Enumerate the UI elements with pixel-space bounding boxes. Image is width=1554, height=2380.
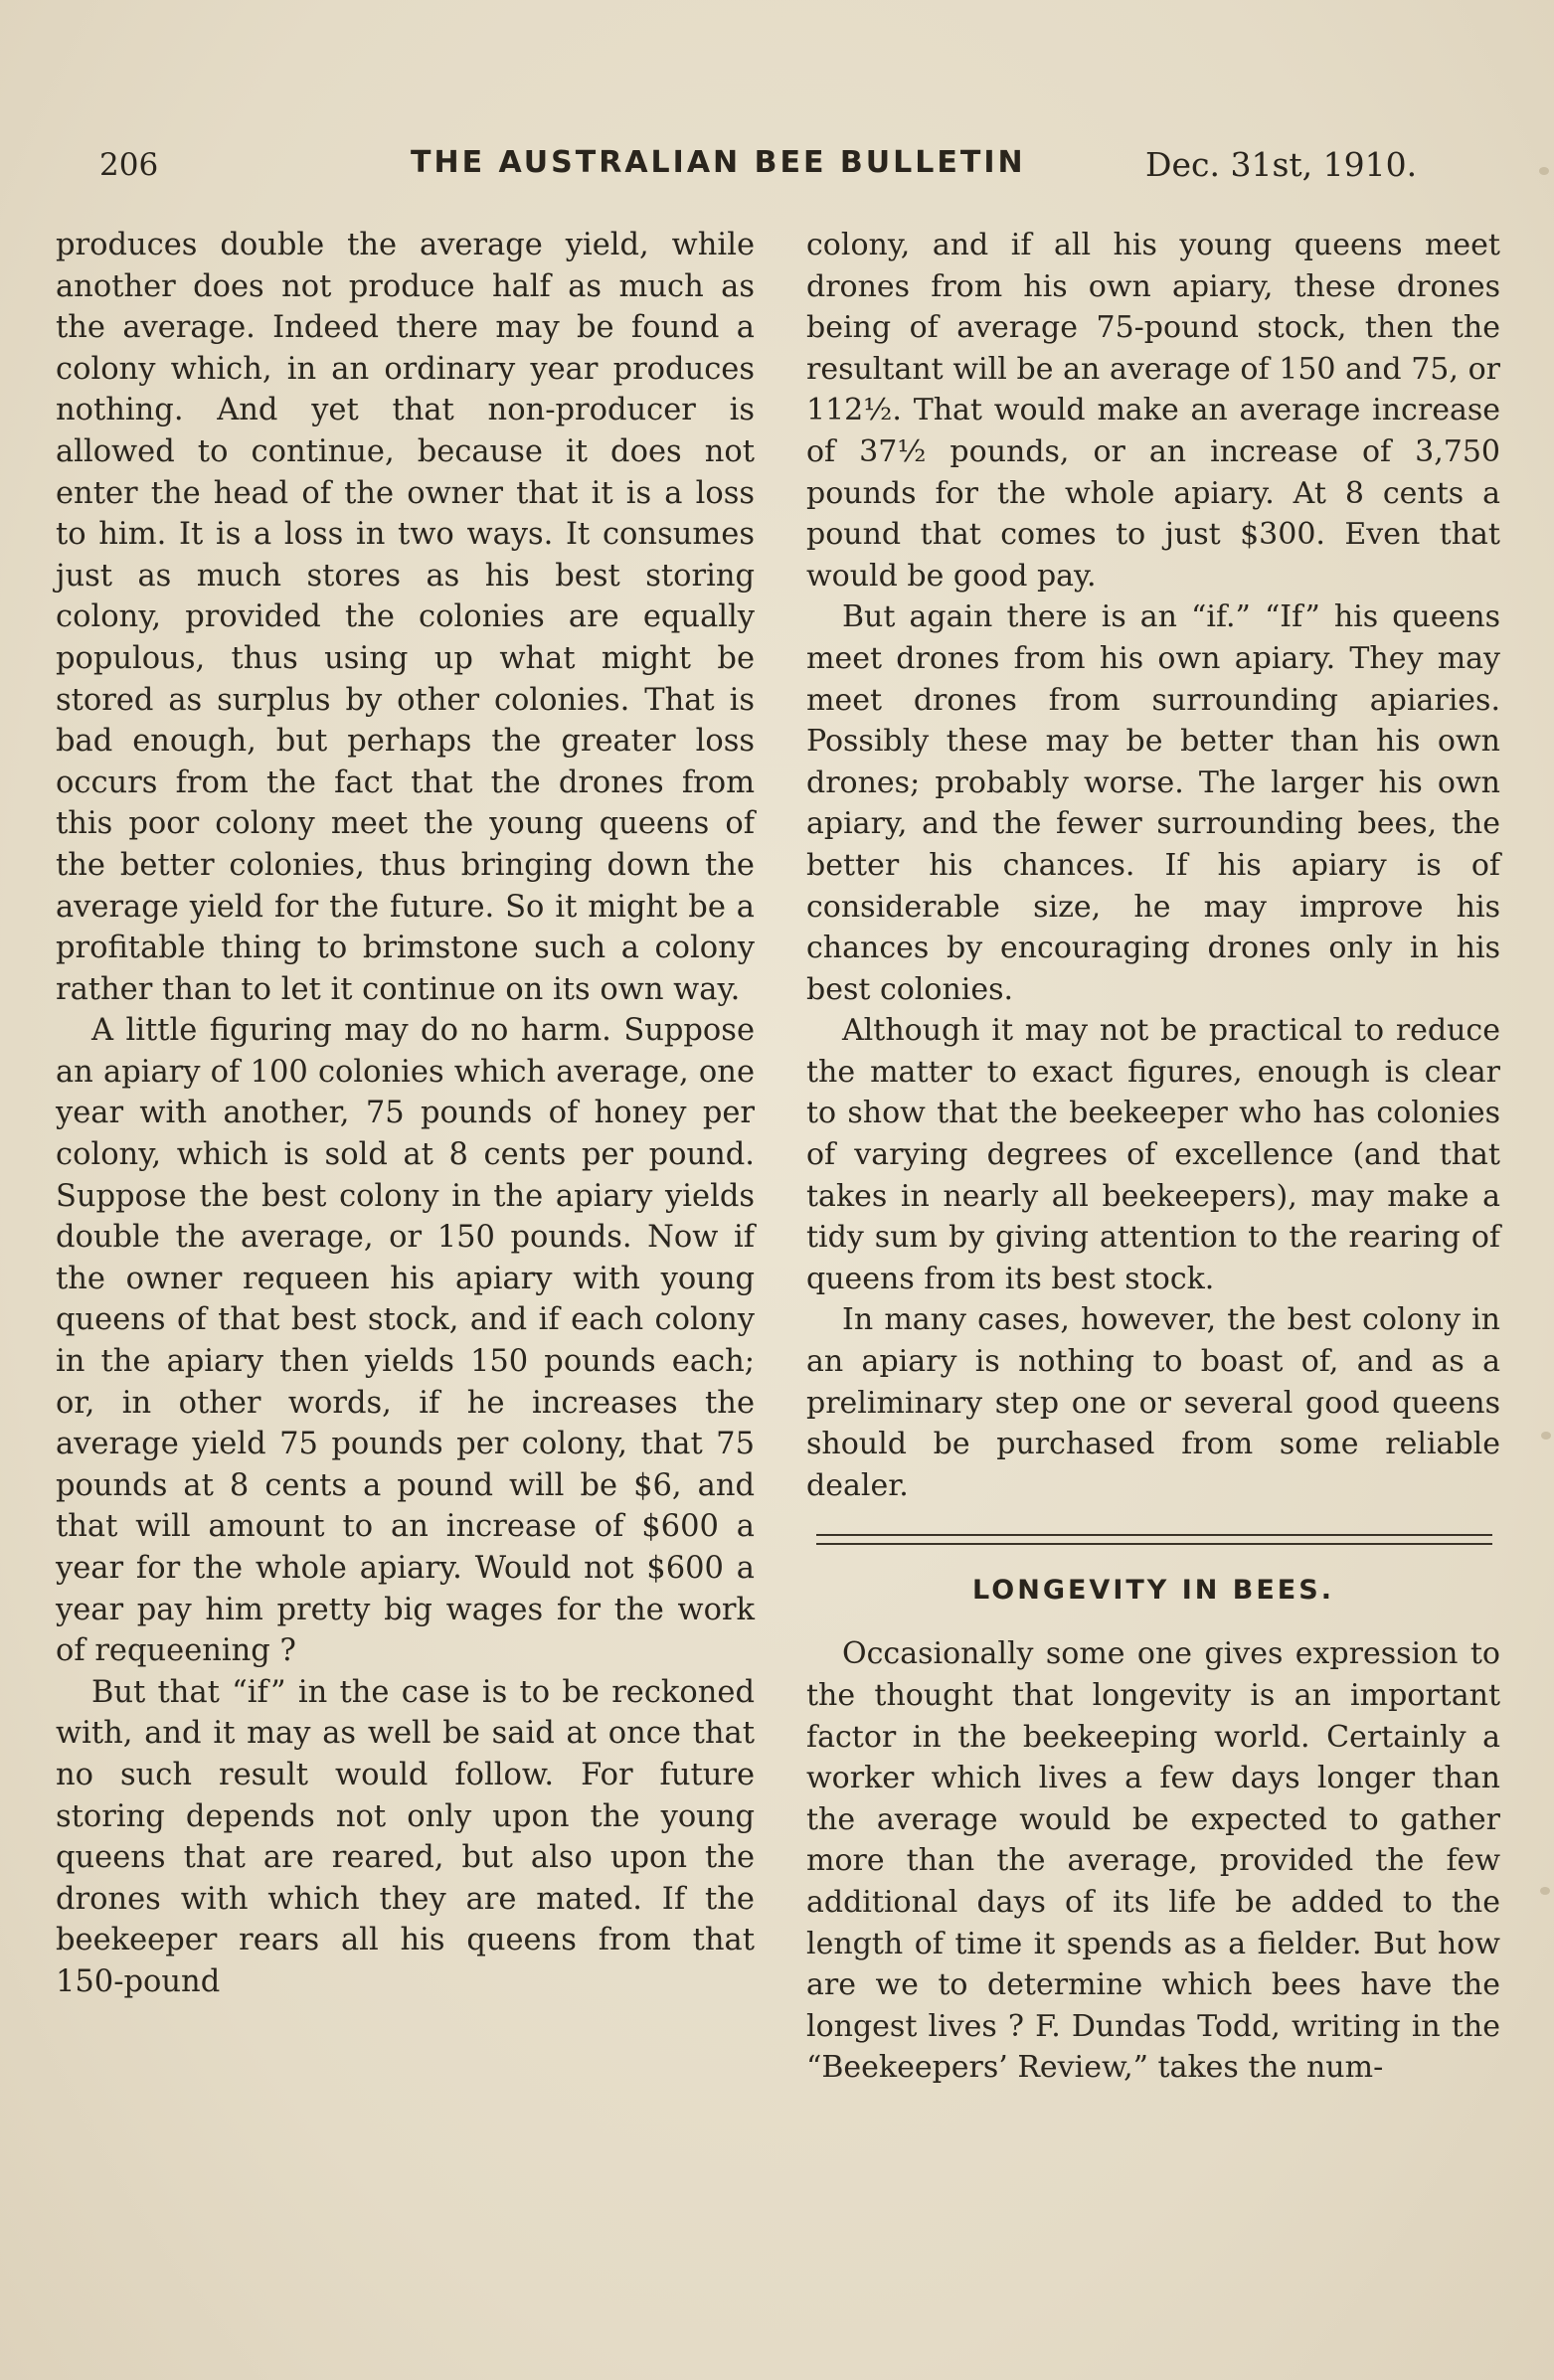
paragraph: produces double the average yield, while another does not produce half as much as the average. Indeed there may be found a colony which, in an ordinary year produces nothing. And yet that non-producer is allowed to continue, because it does not enter the head of the owner that it is a loss to him. It is a loss in two ways. It consumes just as much stores as his best storing colony, provided the colonies are equally populous, thus using up what might be stored as surplus by other colonies. That is bad enough, but perhaps the greater loss occurs from the fact that the drones from this poor colony meet the young queens of the better colonies, thus bringing down the average yield for the future. So it might be a profitable thing to brimstone such a colony rather than to let it continue on its own way. bbox=[56, 228, 755, 1007]
paragraph: A little figuring may do no harm. Suppose an apiary of 100 colonies which average, one year with another, 75 pounds of honey per colony, which is sold at 8 cents per pound. Suppose the best colony in the apiary yields double the average, or 150 pounds. Now if the owner requeen his apiary with young queens of that best stock, and if each colony in the apiary then yields 150 pounds each; or, in other words, if he increases the average yield 75 pounds per colony, that 75 pounds at 8 cents a pound will be $6, and that will amount to an increase of $600 a year for the whole apiary. Would not $600 a year pay him pretty big wages for the work of requeening ? bbox=[56, 1013, 755, 1669]
right-column bbox=[806, 225, 1500, 2089]
running-header bbox=[99, 141, 1452, 191]
paragraph: Occasionally some one gives expression to the thought that longevity is an important factor in the beekeeping world. Certainly a worker which lives a few days longer than the average would be expected to gather more than the average, provided the few additional days of its life be added to the length of time it spends as a fielder. But how are we to determine which bees have the longest lives ? F. Dundas Todd, writing in the “Beekeepers’ Review,” takes the num- bbox=[806, 1636, 1500, 2086]
page-number: 206 bbox=[99, 147, 159, 183]
paragraph: colony, and if all his young queens meet drones from his own apiary, these drones being of average 75-pound stock, then the resultant will be an average of 150 and 75, or 112½. That would make an average increase of 37½ pounds, or an increase of 3,750 pounds for the whole apiary. At 8 cents a pound that comes to just $300. Even that would be good pay. bbox=[806, 228, 1500, 594]
paragraph: In many cases, however, the best colony in an apiary is nothing to boast of, and as a preliminary step one or several good queens should be purchased from some reliable dealer. bbox=[806, 1302, 1500, 1503]
paragraph: But that “if” in the case is to be reckoned with, and it may as well be said at once that no such result would follow. For future storing depends not only upon the young queens that are reared, but also upon the drones with which they are mated. If the beekeeper rears all his queens from that 150-pound bbox=[56, 1674, 755, 1999]
section-title: LONGEVITY IN BEES. bbox=[972, 1575, 1334, 1607]
issue-date: Dec. 31st, 1910. bbox=[1145, 145, 1418, 184]
paragraph: Although it may not be practical to reduce the matter to exact figures, enough is clear to show that the beekeeper who has colonies of varying degrees of excellence (and that takes in nearly all beekeepers), may make a tidy sum by giving attention to the rearing of queens from its best stock. bbox=[806, 1013, 1500, 1296]
paper-speck bbox=[1541, 1432, 1551, 1440]
paper-speck bbox=[1540, 1887, 1550, 1895]
left-column bbox=[56, 225, 755, 2003]
paper-speck bbox=[1539, 167, 1549, 175]
journal-title: THE AUSTRALIAN BEE BULLETIN bbox=[411, 145, 1026, 180]
section-divider bbox=[816, 1534, 1492, 1545]
paragraph: But again there is an “if.” “If” his queens meet drones from his own apiary. They may meet drones from surrounding apiaries. Possibly these may be better than his own drones; probably worse. The larger his own apiary, and the fewer surrounding bees, the better his chances. If his apiary is of considerable size, he may improve his chances by encouraging drones only in his best colonies. bbox=[806, 599, 1500, 1007]
